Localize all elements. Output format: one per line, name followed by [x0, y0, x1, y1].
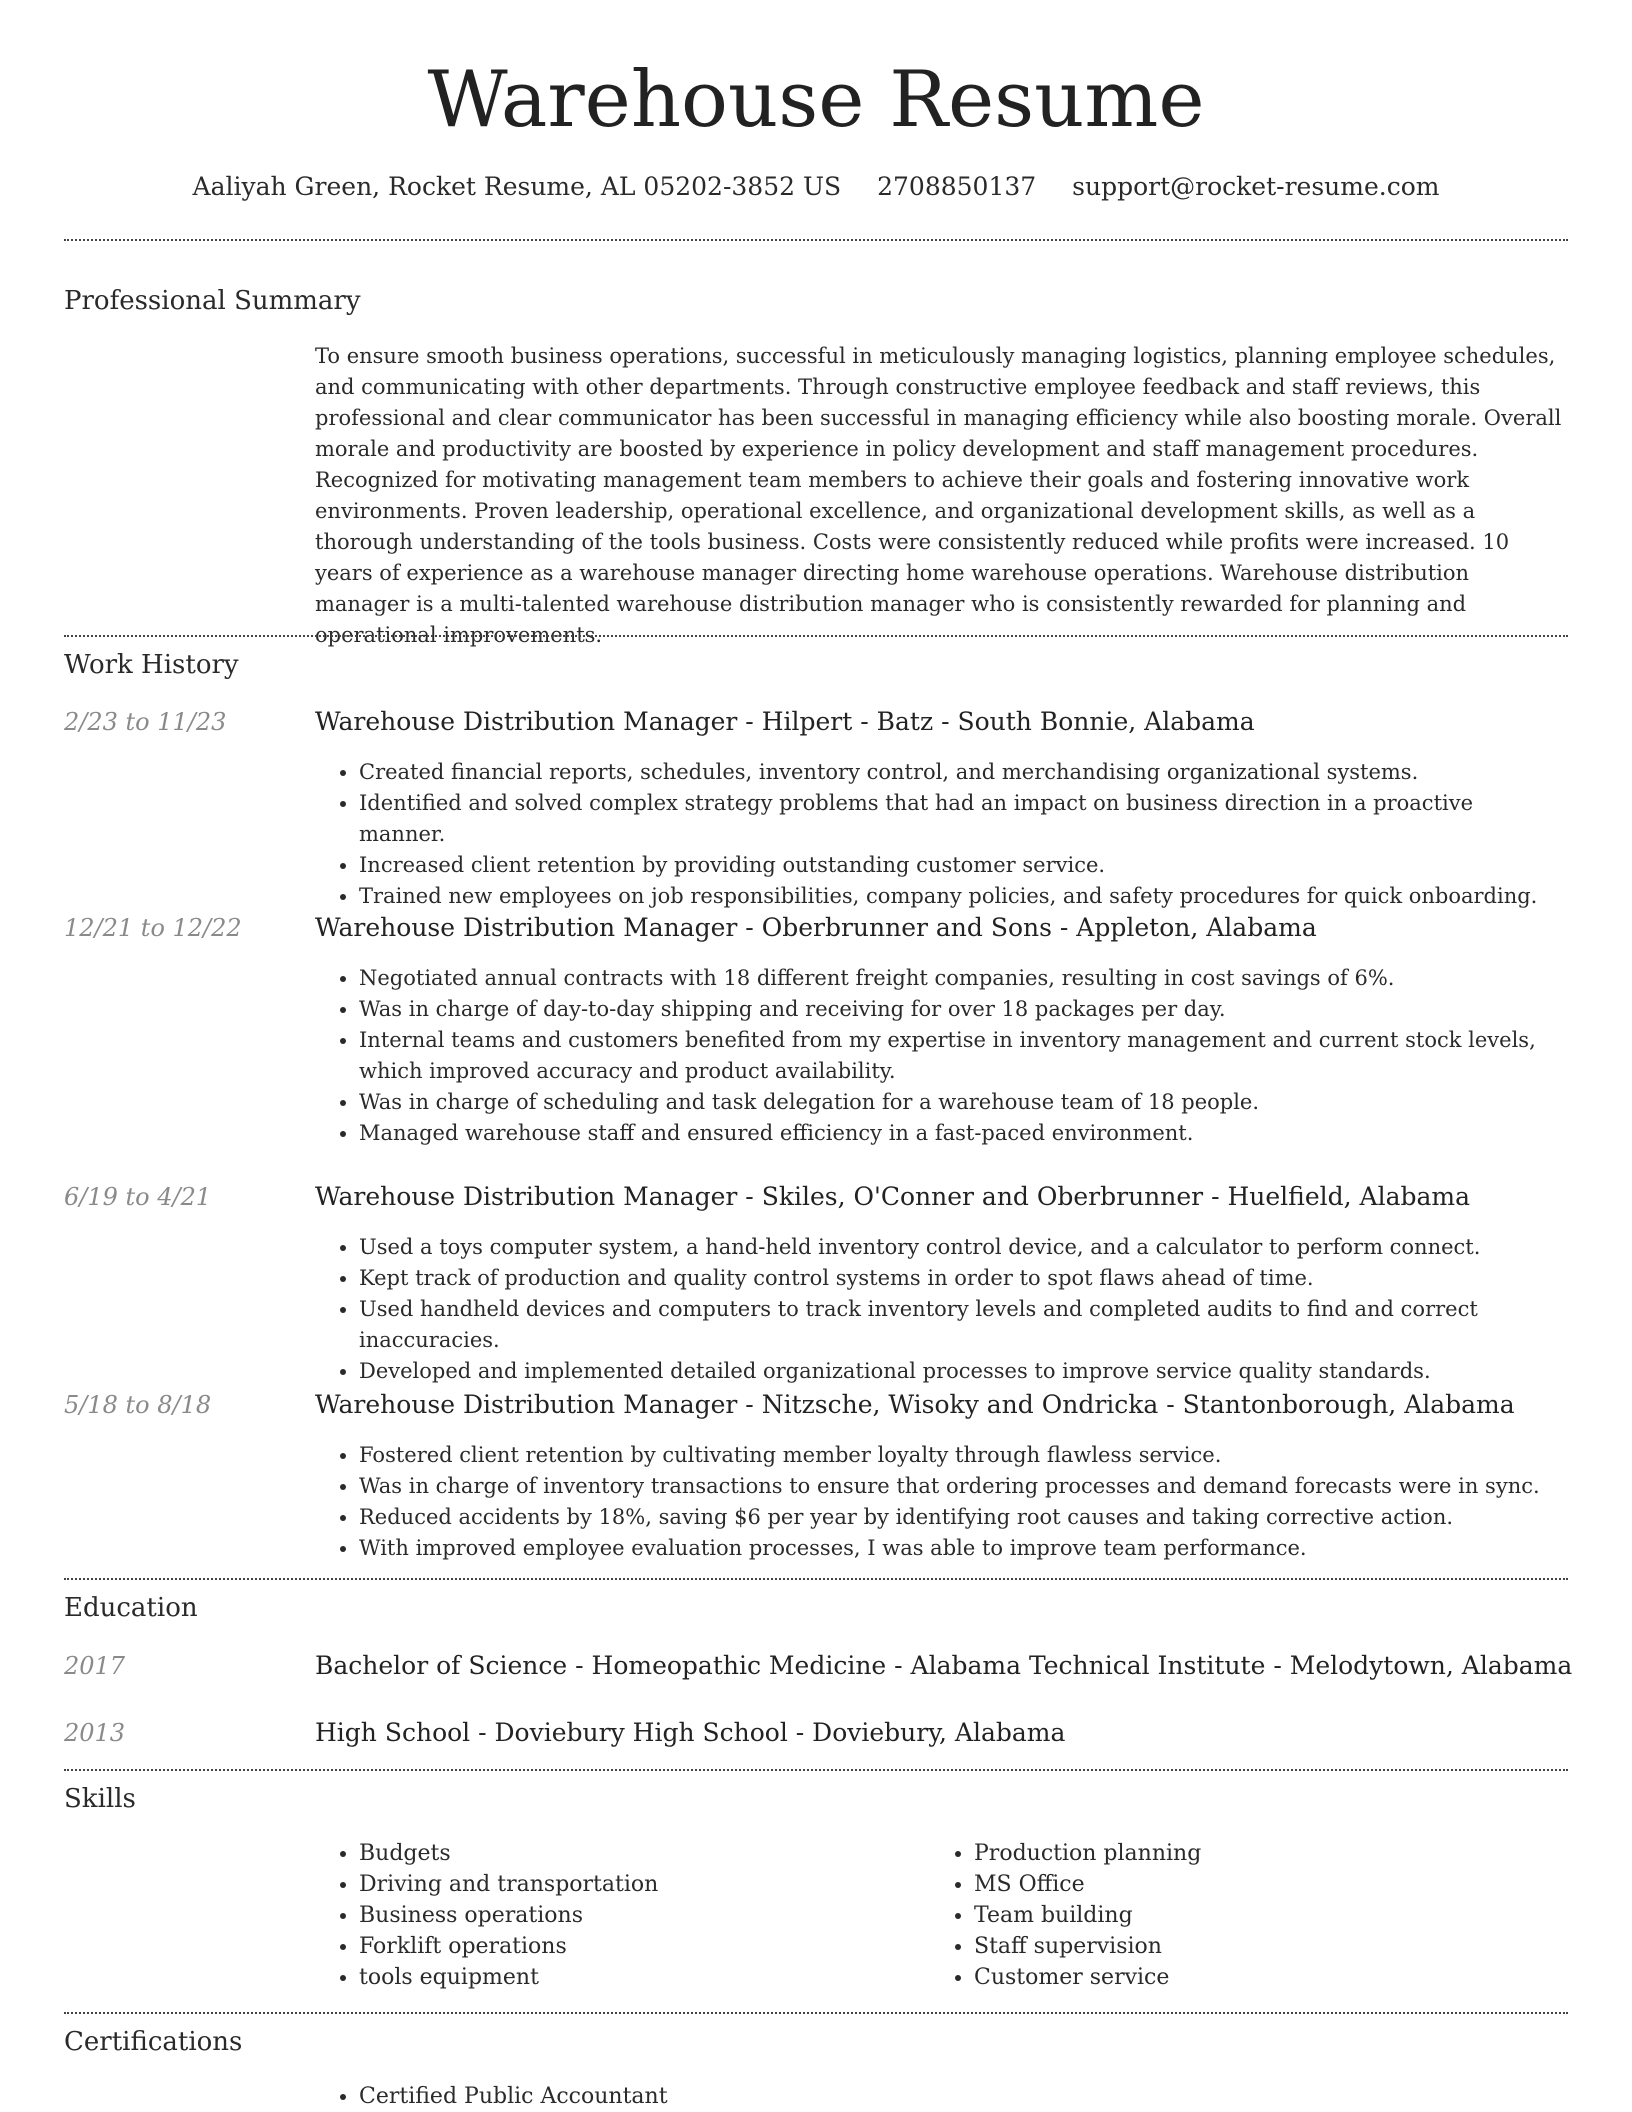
divider	[64, 1769, 1568, 1771]
job-dates: 5/18 to 8/18	[64, 1391, 212, 1419]
job-title: Warehouse Distribution Manager - Nitzsche, Wisoky and Ondricka - Stantonborough, Alabama	[315, 1390, 1515, 1419]
job-title: Warehouse Distribution Manager - Oberbrunner and Sons - Appleton, Alabama	[315, 913, 1317, 942]
skill-item: • Business operations	[359, 1900, 875, 1931]
job-bullet: • Used a toys computer system, a hand-held inventory control device, and a calculator to perform connect.	[359, 1232, 1565, 1263]
skill-item: • Team building	[974, 1900, 1490, 1931]
job-bullet: • Was in charge of scheduling and task delegation for a warehouse team of 18 people.	[359, 1087, 1565, 1118]
divider	[64, 635, 1568, 637]
skills-list-left	[315, 1838, 875, 1993]
job-dates: 2/23 to 11/23	[64, 708, 227, 736]
education-year: 2013	[64, 1719, 126, 1747]
job-title: Warehouse Distribution Manager - Skiles, O'Conner and Oberbrunner - Huelfield, Alabama	[315, 1182, 1471, 1211]
job-bullet: • Developed and implemented detailed organizational processes to improve service quality standards.	[359, 1356, 1565, 1387]
divider	[64, 1578, 1568, 1580]
job-bullet: • Was in charge of inventory transactions to ensure that ordering processes and demand forecasts were in sync.	[359, 1471, 1565, 1502]
skill-item: • Driving and transportation	[359, 1869, 875, 1900]
skill-item: • Customer service	[974, 1962, 1490, 1993]
skill-item: • Budgets	[359, 1838, 875, 1869]
divider	[64, 2012, 1568, 2014]
job-bullet: • With improved employee evaluation processes, I was able to improve team performance.	[359, 1533, 1565, 1564]
education-entry: Bachelor of Science - Homeopathic Medicine - Alabama Technical Institute - Melodytown, Alabama	[315, 1651, 1573, 1680]
contact-address: Aaliyah Green, Rocket Resume, AL 05202-3852 US	[192, 172, 842, 201]
skills-list-right	[930, 1838, 1490, 1993]
section-heading-summary: Professional Summary	[64, 286, 361, 316]
skill-item: • tools equipment	[359, 1962, 875, 1993]
job-bullet: • Reduced accidents by 18%, saving $6 per year by identifying root causes and taking corrective action.	[359, 1502, 1565, 1533]
certifications-list	[315, 2081, 875, 2112]
section-heading-education: Education	[64, 1593, 198, 1623]
job-bullets	[315, 757, 1565, 912]
skill-item: • Forklift operations	[359, 1931, 875, 1962]
education-year: 2017	[64, 1652, 126, 1680]
job-bullets	[315, 963, 1565, 1149]
job-bullet: • Internal teams and customers benefited from my expertise in inventory management and current stock levels, which improved accuracy and product availability.	[359, 1025, 1565, 1087]
section-heading-work: Work History	[64, 650, 239, 680]
section-heading-certifications: Certifications	[64, 2027, 243, 2057]
job-title: Warehouse Distribution Manager - Hilpert - Batz - South Bonnie, Alabama	[315, 707, 1255, 736]
resume-title: Warehouse Resume	[427, 55, 1205, 145]
skill-item: • Production planning	[974, 1838, 1490, 1869]
job-dates: 6/19 to 4/21	[64, 1183, 212, 1211]
section-heading-skills: Skills	[64, 1784, 136, 1814]
skill-item: • MS Office	[974, 1869, 1490, 1900]
job-bullets	[315, 1232, 1565, 1387]
education-entry: High School - Doviebury High School - Doviebury, Alabama	[315, 1718, 1066, 1747]
contact-line	[0, 170, 1632, 204]
contact-phone: 2708850137	[877, 172, 1037, 201]
job-bullet: • Created financial reports, schedules, inventory control, and merchandising organizational systems.	[359, 757, 1565, 788]
job-bullet: • Used handheld devices and computers to track inventory levels and completed audits to find and correct inaccuracies.	[359, 1294, 1565, 1356]
divider	[64, 239, 1568, 241]
job-bullets	[315, 1440, 1565, 1564]
job-bullet: • Fostered client retention by cultivating member loyalty through flawless service.	[359, 1440, 1565, 1471]
job-bullet: • Managed warehouse staff and ensured efficiency in a fast-paced environment.	[359, 1118, 1565, 1149]
job-bullet: • Kept track of production and quality control systems in order to spot flaws ahead of time.	[359, 1263, 1565, 1294]
summary-text: To ensure smooth business operations, successful in meticulously managing logistics, planning employee schedules, and communicating with other departments. Through constructive employee feedback and staff reviews, this professional and clear communicator has been successful in managing efficiency while also boosting morale. Overall morale and productivity are boosted by experience in policy development and staff management procedures. Recognized for motivating management team members to achieve their goals and fostering innovative work environments. Proven leadership, operational excellence, and organizational development skills, as well as a thorough understanding of the tools business. Costs were consistently reduced while profits were increased. 10 years of experience as a warehouse manager directing home warehouse operations. Warehouse distribution manager is a multi-talented warehouse distribution manager who is consistently rewarded for planning and operational improvements.	[315, 344, 1562, 647]
job-dates: 12/21 to 12/22	[64, 914, 242, 942]
contact-email: support@rocket-resume.com	[1072, 172, 1440, 201]
job-bullet: • Was in charge of day-to-day shipping and receiving for over 18 packages per day.	[359, 994, 1565, 1025]
certification-item: • Certified Public Accountant	[359, 2081, 875, 2112]
job-bullet: • Increased client retention by providing outstanding customer service.	[359, 850, 1565, 881]
skill-item: • Staff supervision	[974, 1931, 1490, 1962]
job-bullet: • Negotiated annual contracts with 18 different freight companies, resulting in cost savings of 6%.	[359, 963, 1565, 994]
job-bullet: • Identified and solved complex strategy problems that had an impact on business direction in a proactive manner.	[359, 788, 1565, 850]
job-bullet: • Trained new employees on job responsibilities, company policies, and safety procedures for quick onboarding.	[359, 881, 1565, 912]
